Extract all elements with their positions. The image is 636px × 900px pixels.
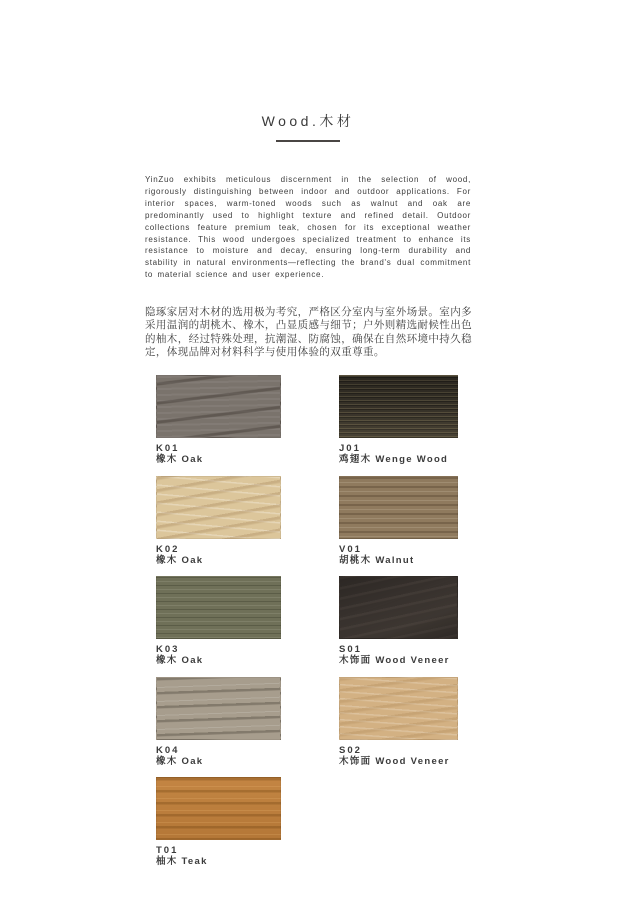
swatch-name: 橡木 Oak [156, 554, 204, 566]
swatch-code: K04 [156, 744, 180, 756]
swatch-code: K02 [156, 543, 180, 555]
wood-swatch-s01 [339, 576, 458, 639]
swatch-code: V01 [339, 543, 362, 555]
swatch-code: S02 [339, 744, 362, 756]
page-title: Wood.木材 [261, 113, 355, 129]
swatch-card-k04 [156, 677, 281, 778]
swatch-card-k03 [156, 576, 281, 677]
wood-swatch-k03 [156, 576, 281, 639]
swatch-name: 橡木 Oak [156, 655, 204, 667]
wood-swatch-t01 [156, 777, 281, 840]
wood-swatch-s02 [339, 677, 458, 740]
swatch-code: K01 [156, 443, 180, 454]
wood-swatch-v01 [339, 476, 458, 539]
swatch-card-s02 [339, 677, 458, 778]
swatch-code: J01 [339, 443, 361, 454]
title-underline [276, 140, 340, 142]
intro-paragraph-zh: 隐琢家居对木材的选用极为考究，严格区分室内与室外场景。室内多采用温润的胡桃木、橡木，凸显质感与细节；户外则精选耐候性出色的柚木，经过特殊处理，抗潮湿、防腐蚀，确保在自然环境中持久稳定，体现品牌对材料科学与使用体验的双重尊重。 [145, 305, 472, 359]
swatch-card-j01 [339, 375, 458, 476]
swatch-card-k02 [156, 476, 281, 577]
page-header [145, 111, 471, 142]
swatch-name: 木饰面 Wood Veneer [339, 755, 450, 767]
swatch-code: K03 [156, 644, 180, 656]
wood-swatch-j01 [339, 375, 458, 438]
swatch-name: 柚木 Teak [156, 856, 208, 868]
wood-swatch-k02 [156, 476, 281, 539]
swatch-card-s01 [339, 576, 458, 677]
swatch-grid [156, 375, 458, 878]
wood-swatch-k01 [156, 375, 281, 438]
swatch-name: 胡桃木 Walnut [339, 554, 415, 566]
swatch-card-k01 [156, 375, 281, 476]
swatch-card-v01 [339, 476, 458, 577]
swatch-name: 木饰面 Wood Veneer [339, 655, 450, 667]
swatch-name: 鸡翅木 Wenge Wood [339, 454, 449, 465]
swatch-code: T01 [156, 845, 179, 857]
wood-swatch-k04 [156, 677, 281, 740]
swatch-name: 橡木 Oak [156, 755, 204, 767]
swatch-card-t01 [156, 777, 281, 878]
swatch-code: S01 [339, 644, 362, 656]
intro-paragraph-en: YinZuo exhibits meticulous discernment in the selection of wood, rigorously distinguishing between indoor and outdoor applications. For interior spaces, warm-toned woods such as walnut and oak are predominantly used to highlight texture and refined detail. Outdoor collections feature premium teak, chosen for its exceptional weather resistance. This wood undergoes specialized treatment to enhance its resistance to moisture and decay, ensuring long-term durability and stability in natural environments—reflecting the brand's dual commitment to material science and user experience. [145, 175, 471, 280]
swatch-name: 橡木 Oak [156, 454, 204, 465]
